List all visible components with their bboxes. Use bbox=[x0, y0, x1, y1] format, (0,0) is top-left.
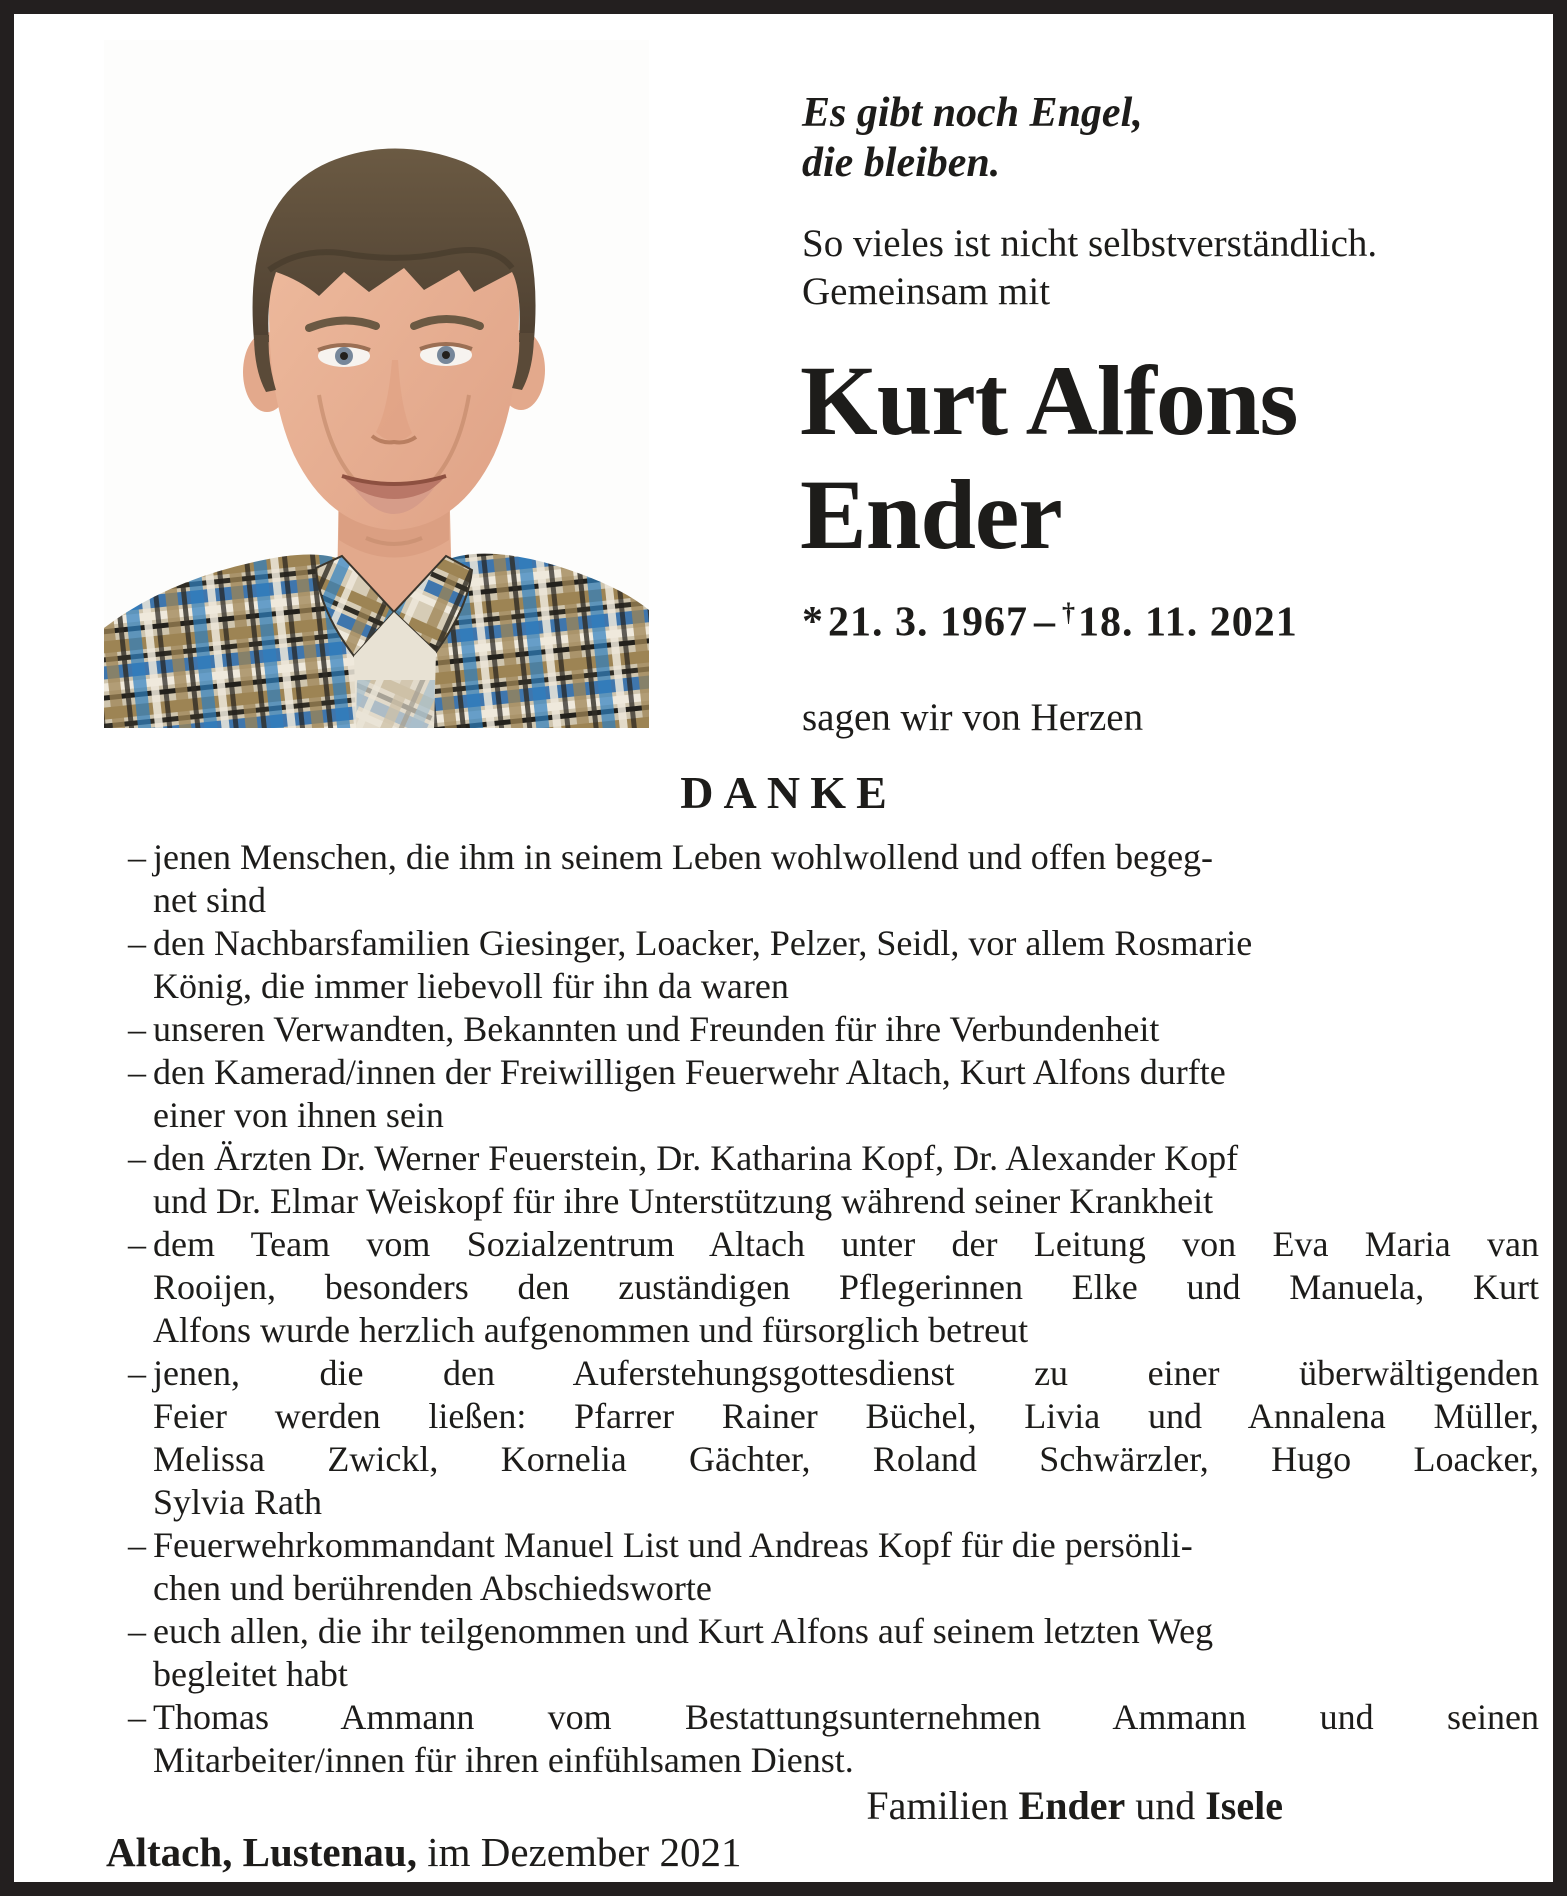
thanks-line: einer von ihnen sein bbox=[153, 1095, 444, 1135]
signature-conjunction: und bbox=[1135, 1783, 1196, 1828]
bullet-dash: – bbox=[128, 837, 146, 877]
signature-family-2: Isele bbox=[1205, 1783, 1283, 1828]
thanks-item bbox=[128, 1008, 1539, 1051]
thanks-item-text bbox=[153, 1008, 1539, 1051]
bullet-dash: – bbox=[128, 1697, 146, 1737]
birth-date: 21. 3. 1967 bbox=[828, 599, 1028, 646]
thanks-list bbox=[128, 836, 1539, 1782]
thanks-line: Alfons wurde herzlich aufgenommen und fürsorglich betreut bbox=[153, 1310, 1029, 1350]
thanks-line: König, die immer liebevoll für ihn da waren bbox=[153, 966, 789, 1006]
bullet-dash: – bbox=[128, 1611, 146, 1651]
signature-prefix: Familien bbox=[866, 1783, 1009, 1828]
thanks-line: Rooijen, besonders den zuständigen Pflegerinnen Elke und Manuela, Kurt bbox=[153, 1267, 1539, 1307]
intro-text bbox=[802, 220, 1377, 316]
thanks-item-text bbox=[153, 1696, 1539, 1782]
thanks-line: unseren Verwandten, Bekannten und Freunden für ihre Verbundenheit bbox=[153, 1009, 1160, 1049]
bullet-dash: – bbox=[128, 923, 146, 963]
thanks-item bbox=[128, 1223, 1539, 1352]
thanks-line: begleitet habt bbox=[153, 1654, 348, 1694]
bullet-dash: – bbox=[128, 1525, 146, 1565]
birth-symbol: * bbox=[802, 599, 824, 646]
bullet-dash: – bbox=[128, 1224, 146, 1264]
quote-line: die bleiben. bbox=[802, 140, 1001, 186]
quote-line: Es gibt noch Engel, bbox=[802, 90, 1143, 136]
thanks-line: dem Team vom Sozialzentrum Altach unter der Leitung von Eva Maria van bbox=[153, 1224, 1539, 1264]
thanks-line: jenen Menschen, die ihm in seinem Leben wohlwollend und offen begeg- bbox=[153, 837, 1214, 877]
thanks-item bbox=[128, 1051, 1539, 1137]
thanks-line: den Nachbarsfamilien Giesinger, Loacker, Pelzer, Seidl, vor allem Rosmarie bbox=[153, 923, 1253, 963]
thanks-item-text bbox=[153, 1610, 1539, 1696]
deceased-name bbox=[800, 344, 1297, 572]
place-date-line bbox=[106, 1828, 741, 1876]
thanks-line: Mitarbeiter/innen für ihren einfühlsamen Dienst. bbox=[153, 1740, 854, 1780]
thanks-item-text bbox=[153, 836, 1539, 922]
thanks-item bbox=[128, 1524, 1539, 1610]
thanks-line: den Ärzten Dr. Werner Feuerstein, Dr. Katharina Kopf, Dr. Alexander Kopf bbox=[153, 1138, 1239, 1178]
thanks-line: Feier werden ließen: Pfarrer Rainer Büchel, Livia und Annalena Müller, bbox=[153, 1396, 1539, 1436]
thanks-line: den Kamerad/innen der Freiwilligen Feuerwehr Altach, Kurt Alfons durfte bbox=[153, 1052, 1226, 1092]
thanks-item-text bbox=[153, 1137, 1539, 1223]
deceased-name-line: Ender bbox=[800, 459, 1062, 570]
thanks-item-text bbox=[153, 1524, 1539, 1610]
thanks-item-text bbox=[153, 922, 1539, 1008]
deceased-name-line: Kurt Alfons bbox=[800, 345, 1298, 456]
dates-separator: – bbox=[1034, 599, 1056, 646]
family-signature bbox=[866, 1782, 1283, 1830]
thanks-line: Melissa Zwickl, Kornelia Gächter, Roland Schwärzler, Hugo Loacker, bbox=[153, 1439, 1539, 1479]
thanks-item-text bbox=[153, 1352, 1539, 1524]
opening-quote bbox=[802, 88, 1143, 188]
bullet-dash: – bbox=[128, 1052, 146, 1092]
obituary-sheet bbox=[14, 14, 1553, 1882]
thanks-line: chen und berührenden Abschiedsworte bbox=[153, 1568, 712, 1608]
thanks-item bbox=[128, 836, 1539, 922]
life-dates bbox=[802, 598, 1298, 646]
thanks-item bbox=[128, 1137, 1539, 1223]
intro-line: So vieles ist nicht selbstverständlich. bbox=[802, 222, 1378, 265]
bullet-dash: – bbox=[128, 1009, 146, 1049]
thanks-item bbox=[128, 1610, 1539, 1696]
death-date: 18. 11. 2021 bbox=[1078, 599, 1298, 646]
thanks-item-text bbox=[153, 1223, 1539, 1352]
signature-family-1: Ender bbox=[1018, 1783, 1126, 1828]
thanks-line: jenen, die den Auferstehungsgottesdienst zu einer überwältigenden bbox=[153, 1353, 1539, 1393]
thanks-item bbox=[128, 1352, 1539, 1524]
thanks-line: net sind bbox=[153, 880, 266, 920]
thanks-item bbox=[128, 1696, 1539, 1782]
portrait-photo-drawing bbox=[104, 40, 649, 728]
bullet-dash: – bbox=[128, 1353, 146, 1393]
portrait-photo bbox=[104, 40, 649, 728]
intro-line: Gemeinsam mit bbox=[802, 270, 1051, 313]
bullet-dash: – bbox=[128, 1138, 146, 1178]
footer-date: im Dezember 2021 bbox=[427, 1829, 742, 1875]
thanks-line: Sylvia Rath bbox=[153, 1482, 322, 1522]
closing-intro: sagen wir von Herzen bbox=[802, 696, 1144, 739]
thanks-line: Feuerwehrkommandant Manuel List und Andreas Kopf für die persönli- bbox=[153, 1525, 1193, 1565]
thanks-line: Thomas Ammann vom Bestattungsunternehmen Ammann und seinen bbox=[153, 1697, 1539, 1737]
thanks-line: euch allen, die ihr teilgenommen und Kurt Alfons auf seinem letzten Weg bbox=[153, 1611, 1214, 1651]
death-symbol: † bbox=[1062, 598, 1077, 627]
thanks-heading: DANKE bbox=[680, 767, 897, 818]
thanks-item bbox=[128, 922, 1539, 1008]
places: Altach, Lustenau, bbox=[106, 1829, 417, 1875]
thanks-item-text bbox=[153, 1051, 1539, 1137]
thanks-line: und Dr. Elmar Weiskopf für ihre Unterstützung während seiner Krankheit bbox=[153, 1181, 1214, 1221]
